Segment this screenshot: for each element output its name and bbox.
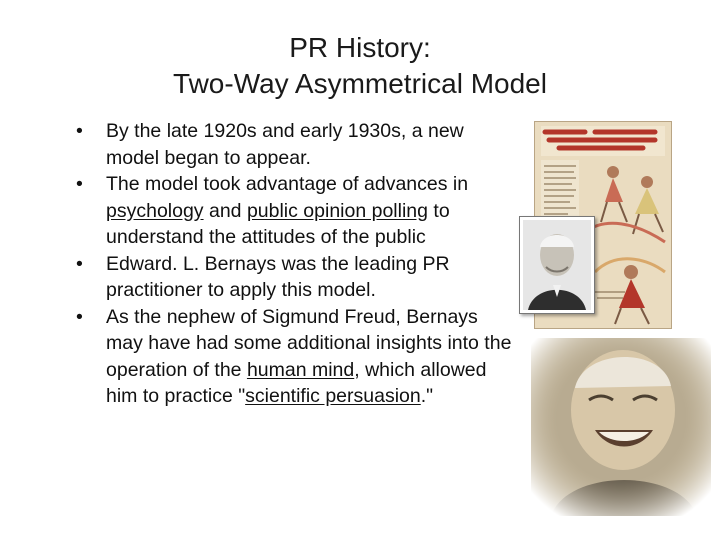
bullet-text: By the late 1920s and early 1930s, a new model began to appear.: [106, 120, 464, 169]
bullet-text: .": [420, 385, 434, 407]
bullet-dot: •: [76, 252, 83, 275]
bernays-elderly-photo: [531, 338, 711, 516]
psychology-link[interactable]: psychology: [106, 199, 204, 222]
bullet-text: and: [203, 199, 247, 222]
title-line-1: PR History:: [289, 32, 431, 63]
public-opinion-polling-link[interactable]: public opinion polling: [246, 199, 428, 222]
bullet-dot: •: [76, 120, 83, 142]
bullet-item: [76, 304, 516, 410]
title-line-2: Two-Way Asymmetrical Model: [173, 68, 547, 99]
bullet-text: The model took advantage of advances in: [106, 173, 469, 195]
bernays-elderly-illustration: [531, 338, 711, 516]
slide-title: [100, 30, 620, 102]
bullet-dot: •: [76, 173, 83, 195]
scientific-persuasion-link[interactable]: scientific persuasion: [245, 385, 421, 407]
bullet-list: [76, 118, 516, 410]
bullet-item: [76, 171, 516, 251]
human-mind-link[interactable]: human mind: [246, 358, 355, 381]
bernays-portrait-photo: [519, 216, 595, 314]
bullet-dot: •: [76, 305, 83, 328]
bullet-text: As the nephew of Sigmund Freud, Bernays may have had some additional insights into the operation of the: [106, 305, 512, 381]
bullet-item: [76, 118, 516, 171]
bullet-text: , which allowed him to practice ": [106, 358, 487, 407]
bernays-portrait-illustration: [520, 217, 594, 313]
bullet-item: [76, 251, 516, 304]
bullet-text: Edward. L. Bernays was the leading PR practitioner to apply this model.: [106, 252, 450, 301]
bullet-text: to understand the attitudes of the public: [106, 199, 450, 248]
